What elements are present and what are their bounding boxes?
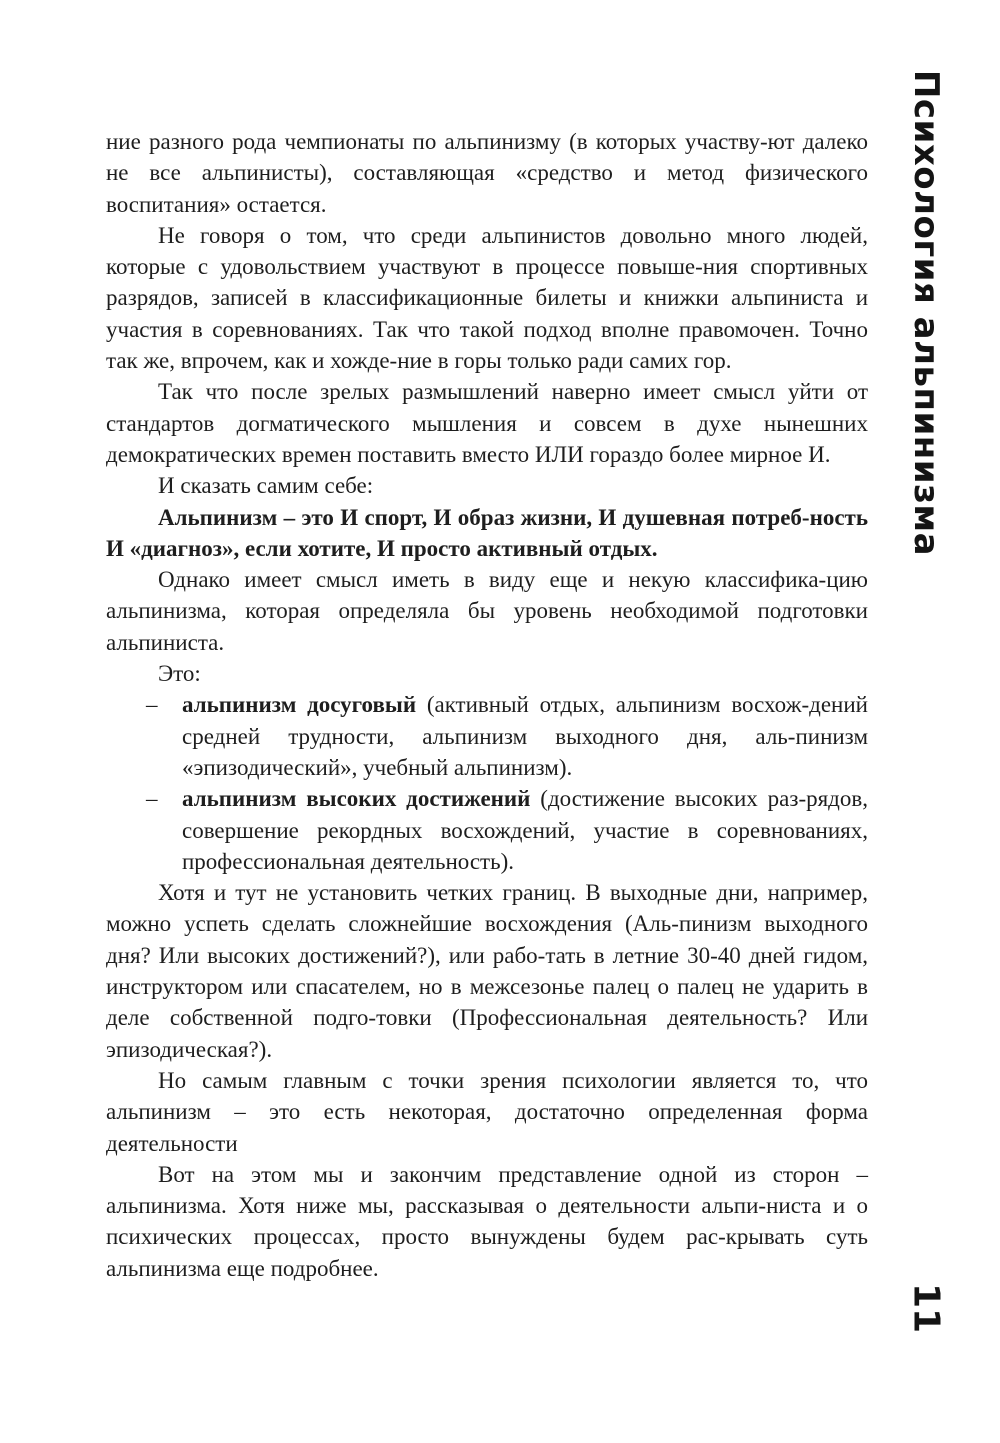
list-dash: – <box>146 786 158 812</box>
paragraph-4: И сказать самим себе: <box>158 473 374 499</box>
running-head-text: Психология альпинизма <box>906 69 946 557</box>
list-text: (достижение высоких раз-рядов, совершение рекордных восхождений, участие в соревнованиях, профессиональная деятельность). <box>182 786 868 874</box>
paragraph-3: Так что после зрелых размышлений наверно имеет смысл уйти от стандартов догматического мышления и совсем в духе нынешних демократических времен поставить вместо ИЛИ гораздо более мирное И. <box>106 379 868 467</box>
page-body <box>106 126 868 1284</box>
paragraph-8: Хотя и тут не установить четких границ. В выходные дни, например, можно успеть сделать сложнейшие восхождения (Аль-пинизм выходного дня? Или высоких достижений?), или рабо-тать в летние 30-40 дней гидом, инструктором или спасателем, но в межсезонье палец о палец не ударить в деле собственной подго-товки (Профессиональная деятельность? Или эпизодическая?). <box>106 880 868 1062</box>
paragraph-9: Но самым главным с точки зрения психологии является то, что альпинизм – это есть некоторая, достаточно определенная форма деятельности <box>106 1067 868 1156</box>
list-item <box>106 783 868 877</box>
page-number <box>896 1278 956 1338</box>
list-text: (активный отдых, альпинизм восхож-дений средней трудности, альпинизм выходного дня, аль-пинизм «эпизодический», учебный альпинизм). <box>182 692 868 780</box>
list-item <box>106 689 868 783</box>
running-head <box>886 69 966 557</box>
paragraph-2: Не говоря о том, что среди альпинистов довольно много людей, которые с удовольствием участвуют в процессе повыше-ния спортивных разрядов, записей в классификационные билеты и книжки альпиниста и участия в соревнованиях. Так что такой подход вполне правомочен. Точно так же, впрочем, как и хожде-ние в горы только ради самих гор. <box>106 222 868 374</box>
paragraph-10: Вот на этом мы и закончим представление одной из сторон – альпинизма. Хотя ниже мы, рассказывая о деятельности альпи-ниста и о психических процессах, просто вынуждены будем рас-крывать суть альпинизма еще подробнее. <box>106 1161 868 1281</box>
definition-paragraph: Альпинизм – это И спорт, И образ жизни, И душевная потреб-ность И «диагноз», если хотите, И просто активный отдых. <box>106 504 868 561</box>
paragraph-7: Это: <box>158 661 201 687</box>
page-number-text: 11 <box>905 1282 947 1334</box>
paragraph-1: ние разного рода чемпионаты по альпинизму (в которых участву-ют далеко не все альпинисты), составляющая «средство и метод физического воспитания» остается. <box>106 129 868 217</box>
list-term: альпинизм высоких достижений <box>182 786 531 812</box>
list-dash: – <box>146 692 158 718</box>
list-term: альпинизм досуговый <box>182 692 417 718</box>
paragraph-6: Однако имеет смысл иметь в виду еще и некую классифика-цию альпинизма, которая определяла бы уровень необходимой подготовки альпиниста. <box>106 567 868 655</box>
